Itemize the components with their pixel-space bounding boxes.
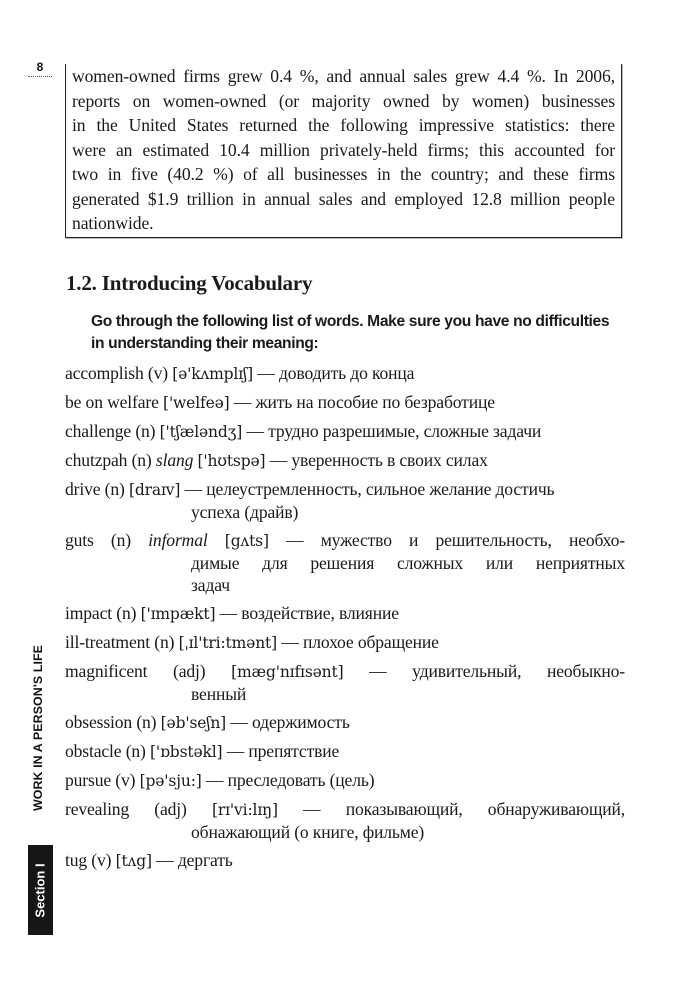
transcription: [draɪv] xyxy=(128,481,181,499)
dash: — xyxy=(269,450,288,470)
dash: — xyxy=(233,392,252,412)
part-of-speech: (adj) xyxy=(173,661,206,681)
vocabulary-entry xyxy=(65,631,625,654)
dash: — xyxy=(281,632,299,652)
term: drive xyxy=(65,479,101,499)
translation: удивительный, необыкно- xyxy=(412,661,626,681)
excerpt-line: in the United States returned the following impressive statistics: there xyxy=(72,115,615,135)
excerpt-line: two in five (40.2 %) of all businesses in the country; and these firms xyxy=(72,164,615,184)
vocabulary-list xyxy=(65,362,625,878)
entry-continuation-line: обнажающий (о книге, фильме) xyxy=(191,822,425,842)
vocabulary-entry xyxy=(65,769,625,792)
instruction-line: Go through the following list of words. Make sure you have no difficulties xyxy=(91,313,610,330)
usage-tag: slang xyxy=(155,450,194,470)
part-of-speech: (n) xyxy=(116,603,137,623)
dash: — xyxy=(230,712,248,732)
excerpt-box xyxy=(65,64,622,238)
translation: трудно разрешимые, сложные задачи xyxy=(268,421,542,441)
entry-main-line xyxy=(65,391,625,414)
excerpt-line: generated $1.9 trillion in annual sales and employed 12.8 million people xyxy=(72,188,615,209)
term: revealing xyxy=(65,799,130,819)
entry-main-line xyxy=(65,711,625,734)
transcription: [rɪ'vi:lɪŋ] xyxy=(211,801,278,819)
translation: препятствие xyxy=(248,741,340,761)
vocabulary-entry xyxy=(65,362,625,385)
translation: воздействие, влияние xyxy=(241,603,399,623)
entry-continuation-line: димые для решения сложных или неприятных xyxy=(191,553,625,573)
translation: дергать xyxy=(177,850,233,870)
vocabulary-entry xyxy=(65,449,625,472)
vocabulary-entry xyxy=(65,391,625,414)
transcription: [ˌɪl'tri:tmənt] xyxy=(178,634,278,652)
vocabulary-entry xyxy=(65,849,625,872)
excerpt-line: were an estimated 10.4 million privately-held firms; this accounted for xyxy=(72,139,615,160)
part-of-speech: (adj) xyxy=(154,799,187,819)
translation: жить на пособие по безработице xyxy=(255,392,495,412)
term: be on welfare xyxy=(65,392,159,412)
dash: — xyxy=(246,421,264,441)
part-of-speech: (n) xyxy=(104,479,125,499)
term: chutzpah xyxy=(65,450,128,470)
entry-continuation-line: задач xyxy=(191,575,230,595)
dash: — xyxy=(286,530,304,550)
transcription: [əb'seʃn] xyxy=(160,714,227,732)
dash: — xyxy=(226,741,245,761)
term: obstacle xyxy=(65,741,122,761)
translation: плохое обращение xyxy=(302,632,439,652)
vocabulary-entry xyxy=(65,711,625,734)
instruction-line: in understanding their meaning: xyxy=(91,335,319,352)
term: tug xyxy=(65,850,88,870)
term: challenge xyxy=(65,421,132,441)
excerpt-line: nationwide. xyxy=(72,213,154,233)
excerpt-line: reports on women-owned (or majority owned by women) businesses xyxy=(72,90,615,111)
entry-main-line xyxy=(65,660,625,683)
entry-main-line xyxy=(65,420,625,443)
entry-main-line xyxy=(65,529,625,552)
term: obsession xyxy=(65,712,133,732)
section-heading: 1.2. Introducing Vocabulary xyxy=(66,271,313,295)
part-of-speech: (v) xyxy=(115,770,136,790)
vocabulary-entry xyxy=(65,602,625,625)
transcription: ['welfeə] xyxy=(163,394,230,412)
transcription: [gʌts] xyxy=(224,532,269,550)
term: pursue xyxy=(65,770,112,790)
vocabulary-entry xyxy=(65,740,625,763)
dash: — xyxy=(205,770,224,790)
vocabulary-entry xyxy=(65,660,625,705)
entry-continuation-line: венный xyxy=(191,684,247,704)
transcription: [tʌg] xyxy=(115,852,152,870)
part-of-speech: (n) xyxy=(136,712,157,732)
section-tab-label: Section I xyxy=(33,862,48,918)
instruction-text xyxy=(91,311,631,355)
transcription: ['ɪmpækt] xyxy=(140,605,216,623)
entry-main-line xyxy=(65,478,625,501)
translation: уверенность в своих силах xyxy=(291,450,488,470)
dash: — xyxy=(184,479,203,499)
part-of-speech: (n) xyxy=(125,741,146,761)
translation: доводить до конца xyxy=(278,363,415,383)
term: ill-treatment xyxy=(65,632,151,652)
part-of-speech: (n) xyxy=(135,421,156,441)
usage-tag: informal xyxy=(148,530,208,550)
part-of-speech: (v) xyxy=(147,363,168,383)
transcription: ['hʊtspə] xyxy=(197,452,266,470)
translation: одержимость xyxy=(252,712,350,732)
page-number: 8 xyxy=(36,60,44,74)
excerpt-line: women-owned firms grew 0.4 %, and annual sales grew 4.4 %. In 2006, xyxy=(72,66,615,86)
entry-main-line xyxy=(65,449,625,472)
dash: — xyxy=(303,799,321,819)
side-running-title xyxy=(24,633,52,823)
vocabulary-entry xyxy=(65,529,625,596)
entry-continuation-line: успеха (драйв) xyxy=(191,502,299,522)
dash: — xyxy=(156,850,174,870)
entry-main-line xyxy=(65,631,625,654)
entry-main-line xyxy=(65,769,625,792)
entry-main-line xyxy=(65,362,625,385)
translation: преследовать (цель) xyxy=(227,770,375,790)
part-of-speech: (n) xyxy=(154,632,175,652)
term: accomplish xyxy=(65,363,144,383)
transcription: ['ɒbstəkl] xyxy=(150,743,223,761)
excerpt-paragraph xyxy=(72,64,615,236)
transcription: [pə'sju:] xyxy=(139,772,202,790)
transcription: [mæg'nɪfɪsənt] xyxy=(231,663,344,681)
entry-main-line xyxy=(65,849,625,872)
dash: — xyxy=(219,603,238,623)
term: impact xyxy=(65,603,112,623)
page-number-rule xyxy=(28,76,52,77)
translation: показывающий, обнаруживающий, xyxy=(345,799,626,819)
vocabulary-entry xyxy=(65,798,625,843)
part-of-speech: (v) xyxy=(91,850,112,870)
part-of-speech: (n) xyxy=(110,530,131,550)
term: magnificent xyxy=(65,661,148,681)
translation: мужество и решительность, необхо- xyxy=(320,530,626,550)
part-of-speech: (n) xyxy=(131,450,152,470)
dash: — xyxy=(369,661,387,681)
transcription: ['tʃæləndʒ] xyxy=(159,423,243,441)
entry-main-line xyxy=(65,602,625,625)
entry-main-line xyxy=(65,740,625,763)
translation: целеустремленность, сильное желание достичь xyxy=(206,479,555,499)
dash: — xyxy=(257,363,275,383)
transcription: [ə'kʌmplɪʃ] xyxy=(172,365,253,383)
vocabulary-entry xyxy=(65,478,625,523)
term: guts xyxy=(65,530,94,550)
entry-main-line xyxy=(65,798,625,821)
section-tab xyxy=(28,845,53,935)
vocabulary-entry xyxy=(65,420,625,443)
side-title-text: WORK IN A PERSON'S LIFE xyxy=(31,644,46,812)
